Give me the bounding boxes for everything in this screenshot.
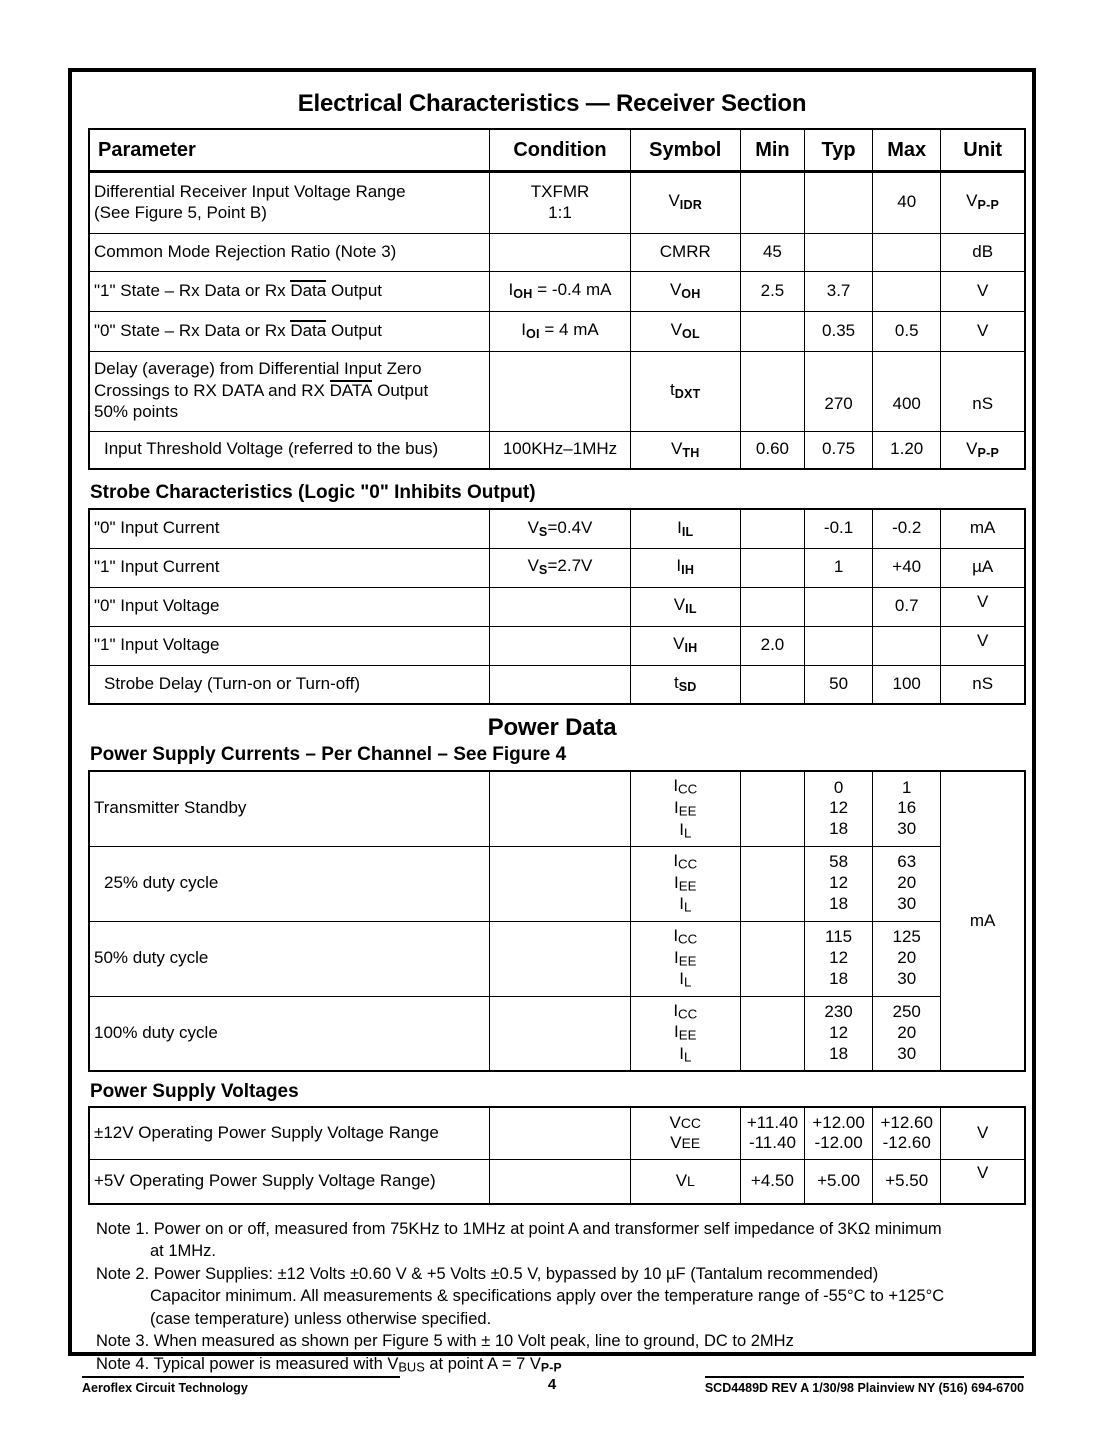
row-typ — [805, 171, 873, 233]
row-parameter: ±12V Operating Power Supply Voltage Range — [89, 1107, 490, 1159]
row-unit: mA — [941, 509, 1025, 548]
row-max: +12.60 -12.60 — [873, 1107, 941, 1159]
row-min — [740, 171, 804, 233]
row-parameter: Delay (average) from Differential Input Zero Crossings to RX DATA and RX DATA Output 50% points — [89, 351, 490, 431]
row-typ: +12.00 -12.00 — [805, 1107, 873, 1159]
row-min — [740, 996, 804, 1071]
row-symbol: $V_{IH}$ — [630, 626, 740, 665]
row-min — [740, 548, 804, 587]
table-row — [89, 665, 1025, 704]
row-unit: V — [941, 626, 1025, 665]
row-symbol: $V_{TH}$ — [630, 431, 740, 469]
row-condition: TXFMR 1:1 — [490, 171, 630, 233]
row-symbol: $I_{IL}$ — [630, 509, 740, 548]
table-row — [89, 509, 1025, 548]
row-typ: 230 12 18 — [805, 996, 873, 1071]
row-parameter: "1" Input Current — [89, 548, 490, 587]
row-condition — [490, 233, 630, 271]
row-unit: nS — [941, 665, 1025, 704]
note-1-line-1: Note 1. Power on or off, measured from 75KHz to 1MHz at point A and transformer self impedance of 3KΩ minimum — [96, 1220, 942, 1238]
row-condition — [490, 771, 630, 846]
power-supply-voltages-heading: Power Supply Voltages — [90, 1081, 299, 1102]
table-row — [89, 1107, 1025, 1159]
row-condition — [490, 846, 630, 921]
row-max: 1 16 30 — [873, 771, 941, 846]
table-row — [89, 921, 1025, 996]
row-min: +11.40 -11.40 — [740, 1107, 804, 1159]
row-unit: V — [941, 271, 1025, 311]
overline-text: Data — [290, 281, 327, 301]
power-data-title: Power Data — [487, 714, 617, 741]
table-row — [89, 431, 1025, 469]
row-min: 2.5 — [740, 271, 804, 311]
overline-text: DATA — [329, 381, 373, 401]
row-unit: V — [941, 311, 1025, 351]
row-condition — [490, 587, 630, 626]
note-1-line-2: at 1MHz. — [150, 1242, 217, 1261]
row-symbol: $I_{IH}$ — [630, 548, 740, 587]
row-condition: $I_{OH} = -0.4$ mA — [490, 271, 630, 311]
row-symbol: $t_{SD}$ — [630, 665, 740, 704]
row-max: 0.7 — [873, 587, 941, 626]
row-symbol: CMRR — [630, 233, 740, 271]
row-unit: V — [941, 587, 1025, 626]
note-4: Note 4. Typical power is measured with $V_{BUS}$ at point A = 7 $V_{P-P}$ — [96, 1354, 562, 1375]
row-min — [740, 351, 804, 431]
row-parameter: +5V Operating Power Supply Voltage Range) — [89, 1159, 490, 1204]
table-row — [89, 771, 1025, 846]
row-typ — [805, 233, 873, 271]
power-supply-currents-table — [88, 770, 1026, 1072]
row-max: 40 — [873, 171, 941, 233]
row-symbol: $I_{CC}$ $I_{EE}$ $I_L$ — [630, 996, 740, 1071]
row-max: 100 — [873, 665, 941, 704]
row-condition: $I_{OI} = 4$ mA — [490, 311, 630, 351]
row-parameter: "0" Input Voltage — [89, 587, 490, 626]
table-row — [89, 171, 1025, 233]
receiver-characteristics-table — [88, 128, 1026, 470]
row-unit-merged: mA — [941, 771, 1025, 1071]
note-2-line-2: Capacitor minimum. All measurements & specifications apply over the temperature range of -55°C to +125°C — [150, 1287, 945, 1306]
table-row — [89, 233, 1025, 271]
row-parameter: "0" Input Current — [89, 509, 490, 548]
row-typ: 50 — [805, 665, 873, 704]
row-symbol: $V_{OL}$ — [630, 311, 740, 351]
row-parameter: Differential Receiver Input Voltage Range (See Figure 5, Point B) — [89, 171, 490, 233]
row-symbol: $I_{CC}$ $I_{EE}$ $I_L$ — [630, 921, 740, 996]
row-typ — [805, 587, 873, 626]
row-condition: $V_S=0.4V$ — [490, 509, 630, 548]
column-header-unit: Unit — [941, 129, 1025, 171]
row-unit: µA — [941, 548, 1025, 587]
row-parameter: Common Mode Rejection Ratio (Note 3) — [89, 233, 490, 271]
row-condition — [490, 1159, 630, 1204]
row-min — [740, 846, 804, 921]
row-unit: $V_{P-P}$ — [941, 431, 1025, 469]
row-typ: 0.35 — [805, 311, 873, 351]
row-typ: 1 — [805, 548, 873, 587]
table-row — [89, 587, 1025, 626]
row-condition — [490, 1107, 630, 1159]
row-condition — [490, 626, 630, 665]
table-row — [89, 351, 1025, 431]
table-row — [89, 271, 1025, 311]
row-max: +40 — [873, 548, 941, 587]
row-min — [740, 509, 804, 548]
row-max: 250 20 30 — [873, 996, 941, 1071]
row-parameter: "1" State – Rx Data or Rx Data Output — [89, 271, 490, 311]
row-condition — [490, 921, 630, 996]
row-parameter: 25% duty cycle — [89, 846, 490, 921]
row-typ: -0.1 — [805, 509, 873, 548]
footer-company: Aeroflex Circuit Technology — [82, 1376, 400, 1395]
row-symbol: $t_{DXT}$ — [630, 351, 740, 431]
row-symbol: $I_{CC}$ $I_{EE}$ $I_L$ — [630, 771, 740, 846]
power-supply-voltages-table — [88, 1106, 1026, 1205]
row-max — [873, 626, 941, 665]
row-parameter: "1" Input Voltage — [89, 626, 490, 665]
page-footer — [68, 1368, 1036, 1402]
row-unit: $V_{P-P}$ — [941, 171, 1025, 233]
row-max: 63 20 30 — [873, 846, 941, 921]
row-condition: $V_S=2.7V$ — [490, 548, 630, 587]
row-min: 0.60 — [740, 431, 804, 469]
row-typ: 270 — [805, 351, 873, 431]
row-unit: V — [941, 1107, 1025, 1159]
row-parameter: Input Threshold Voltage (referred to the bus) — [89, 431, 490, 469]
table-header-row — [89, 129, 1025, 171]
row-min — [740, 665, 804, 704]
row-typ: 0.75 — [805, 431, 873, 469]
row-min: 45 — [740, 233, 804, 271]
notes-block — [88, 1219, 1016, 1376]
row-condition — [490, 351, 630, 431]
row-symbol: $V_{IL}$ — [630, 587, 740, 626]
row-max — [873, 233, 941, 271]
column-header-typ: Typ — [805, 129, 873, 171]
row-max — [873, 271, 941, 311]
row-typ — [805, 626, 873, 665]
strobe-characteristics-heading: Strobe Characteristics (Logic "0" Inhibits Output) — [90, 482, 536, 503]
row-unit: V — [941, 1159, 1025, 1204]
row-symbol: $V_{IDR}$ — [630, 171, 740, 233]
row-min — [740, 771, 804, 846]
column-header-parameter: Parameter — [89, 129, 490, 171]
row-typ: 115 12 18 — [805, 921, 873, 996]
row-min — [740, 587, 804, 626]
row-min: +4.50 — [740, 1159, 804, 1204]
row-typ: 58 12 18 — [805, 846, 873, 921]
row-symbol: $V_{OH}$ — [630, 271, 740, 311]
row-parameter: "0" State – Rx Data or Rx Data Output — [89, 311, 490, 351]
row-max: 125 20 30 — [873, 921, 941, 996]
row-max: 1.20 — [873, 431, 941, 469]
row-parameter: 100% duty cycle — [89, 996, 490, 1071]
row-symbol: VL — [630, 1159, 740, 1204]
column-header-symbol: Symbol — [630, 129, 740, 171]
row-unit: dB — [941, 233, 1025, 271]
page-frame — [68, 68, 1036, 1375]
row-max: 0.5 — [873, 311, 941, 351]
row-symbol: VCC VEE — [630, 1107, 740, 1159]
overline-text: Data — [290, 321, 327, 341]
table-row — [89, 996, 1025, 1071]
note-2-line-1: Note 2. Power Supplies: ±12 Volts ±0.60 V & +5 Volts ±0.5 V, bypassed by 10 µF (Tantalum recommended) — [96, 1264, 879, 1283]
row-unit: nS — [941, 351, 1025, 431]
row-typ: 0 12 18 — [805, 771, 873, 846]
row-symbol: $I_{CC}$ $I_{EE}$ $I_L$ — [630, 846, 740, 921]
table-row — [89, 1159, 1025, 1204]
row-typ: 3.7 — [805, 271, 873, 311]
note-3: Note 3. When measured as shown per Figure 5 with ± 10 Volt peak, line to ground, DC to 2MHz — [96, 1332, 794, 1351]
table-row — [89, 846, 1025, 921]
row-min: 2.0 — [740, 626, 804, 665]
row-parameter: Transmitter Standby — [89, 771, 490, 846]
page-title: Electrical Characteristics — Receiver Section — [297, 90, 807, 117]
column-header-max: Max — [873, 129, 941, 171]
row-parameter: Strobe Delay (Turn-on or Turn-off) — [89, 665, 490, 704]
strobe-characteristics-table — [88, 508, 1026, 705]
footer-document-id: SCD4489D REV A 1/30/98 Plainview NY (516) 694-6700 — [705, 1376, 1024, 1395]
row-max: 400 — [873, 351, 941, 431]
row-max: +5.50 — [873, 1159, 941, 1204]
row-condition — [490, 665, 630, 704]
row-condition — [490, 996, 630, 1071]
row-condition: 100KHz–1MHz — [490, 431, 630, 469]
column-header-condition: Condition — [490, 129, 630, 171]
power-supply-currents-heading: Power Supply Currents – Per Channel – See Figure 4 — [90, 744, 567, 765]
row-typ: +5.00 — [805, 1159, 873, 1204]
row-min — [740, 311, 804, 351]
row-min — [740, 921, 804, 996]
table-row — [89, 311, 1025, 351]
column-header-min: Min — [740, 129, 804, 171]
table-row — [89, 548, 1025, 587]
row-max: -0.2 — [873, 509, 941, 548]
table-row — [89, 626, 1025, 665]
note-2-line-3: (case temperature) unless otherwise specified. — [150, 1309, 492, 1328]
row-parameter: 50% duty cycle — [89, 921, 490, 996]
footer-page-number: 4 — [547, 1376, 557, 1393]
